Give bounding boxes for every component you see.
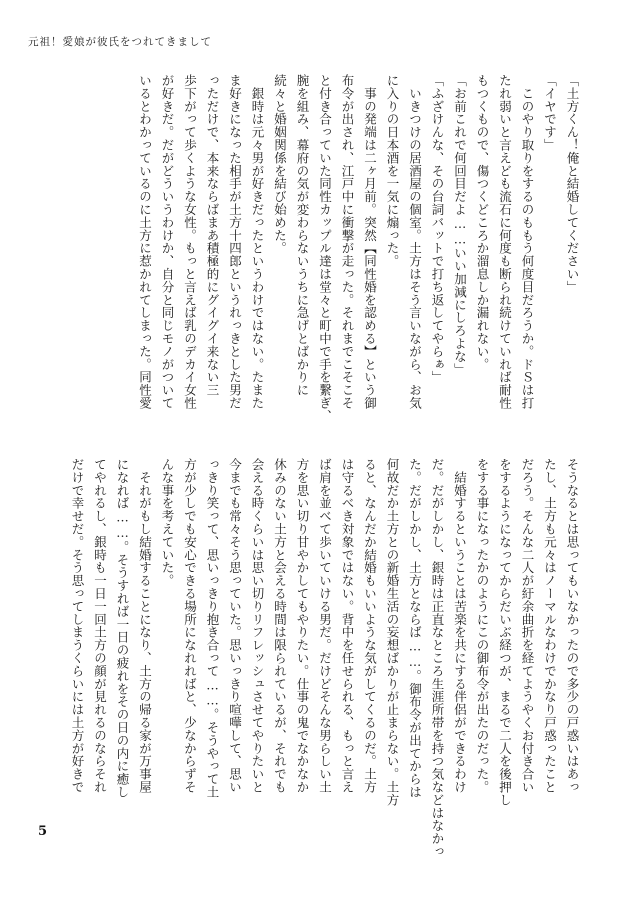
text-line: 方を思い切り甘やかしてもやりたい。仕事の鬼でなかなか [295, 458, 310, 794]
text-line: たし、土方も元々はノーマルなわけでかなり戸惑ったこと [542, 458, 558, 794]
text-line: それがもし結婚することになり、土方の帰る家が万事屋 [137, 458, 153, 794]
text-line: た。だがしかし、土方とならば……。御布令が出てからは [407, 458, 423, 799]
text-line: 方が少しでも安心できる場所になれればと、少なからずそ [182, 458, 198, 794]
running-head: 元祖！愛娘が彼氏をつれてきまして [28, 36, 212, 48]
text-line: 銀時は元々男が好きだったというわけではない。たまた [250, 74, 265, 410]
page-number: 5 [38, 824, 48, 839]
text-line: 結婚するということは苦楽を共にする伴侶ができるわけ [452, 458, 468, 794]
text-line: をするようになってからだいぶ経つが、まるで二人を後押し [497, 458, 513, 807]
text-line: 布令が出され、江戸中に衝撃が走った。それまでこそこそ [340, 74, 355, 410]
text-line: っきり笑って、思いっきり抱き合って……。そうやって土 [205, 458, 220, 799]
text-block-bottom [70, 458, 583, 858]
text-line: いきつけの居酒屋の個室。土方はそう言いながら、お気 [407, 74, 423, 410]
text-line: 腕を組み、幕府の気が変わらないうちに急げとばかりに [295, 74, 310, 397]
text-line: ま好きになった相手が土方十四郎というれっきとした男だ [227, 74, 243, 410]
text-line: そうなるとは思ってもいなかったので多少の戸惑いはあっ [565, 458, 580, 794]
text-line: が好きだ。だがどういうわけか、自分と同じモノがついて [160, 74, 175, 410]
text-line: 休みのない土方と会える時間は限られているが、それでも [272, 458, 288, 794]
text-line: だ。だがしかし、銀時は正直なところ生涯所帯を持つ気などはなかっ [430, 458, 445, 858]
text-line: 事の発端は二ヶ月前。突然【同性婚を認める】という御 [362, 74, 378, 410]
text-line: だけで幸せだ。そう思ってしまうくらいには土方が好きで [70, 458, 85, 794]
text-line: 「お前これで何回目だよ……いい加減にしろよな」 [452, 74, 468, 376]
text-line: 今までも常々そう思っていた。思いっきり喧嘩して、思い [227, 458, 243, 794]
text-line: 会える時くらいは思い切りリフレッシュさせてやりたいと [250, 458, 265, 794]
text-line: てやれるし、銀時も一日一回土方の顔が見れるのならそれ [92, 458, 108, 794]
text-line: 何故だか土方との新婚生活の妄想ばかりが止まらない。土方 [385, 458, 400, 807]
text-line: ると、なんだか結婚もいいような気がしてくるのだ。土方 [362, 458, 378, 794]
text-line: ば肩を並べて歩いていける男だ。だけどそんな男らしい土 [317, 458, 333, 794]
text-line: たれ弱いと言えども流石に何度も断られ続けていれば耐性 [497, 74, 513, 410]
text-line: と付き合っていた同性カップル達は堂々と町中で手を繋ぎ、 [317, 74, 333, 423]
text-block-top [73, 74, 583, 423]
text-line: このやり取りをするのももう何度目だろうか。ドＳは打 [520, 74, 535, 410]
text-line: もつくもので、傷つくどころか溜息しか漏れない。 [475, 74, 490, 371]
text-line: だろう。そんな二人が紆余曲折を経てようやくお付き合い [520, 458, 535, 794]
text-line: になれば……。そうすれば一日の疲れをその日の内に癒し [115, 458, 130, 799]
text-line: 続々と婚姻関係を結び始めた。 [272, 74, 288, 255]
text-line: 「イヤです」 [542, 74, 558, 152]
text-line: をする事になったかのようにこの御布令が出たのだった。 [475, 458, 490, 794]
text-line: っただけで、本来ならばまあ積極的にグイグイ来ない三 [205, 74, 220, 397]
text-line: 「土方くん！俺と結婚してください」 [565, 74, 580, 294]
text-line: は守るべき対象ではない。背中を任せられる、もっと言え [340, 458, 355, 794]
text-line: んな事を考えていた。 [160, 458, 175, 587]
text-line: 歩下がって歩くような女性。もっと言えば乳のデカイ女性 [182, 74, 198, 410]
text-line: に入りの日本酒を一気に煽った。 [385, 74, 400, 268]
text-line: 「ふざけんな、その台詞バットで打ち返してやらぁ」 [430, 74, 445, 384]
text-line: いるとわかっているのに土方に惹かれてしまった。同性愛 [137, 74, 153, 410]
